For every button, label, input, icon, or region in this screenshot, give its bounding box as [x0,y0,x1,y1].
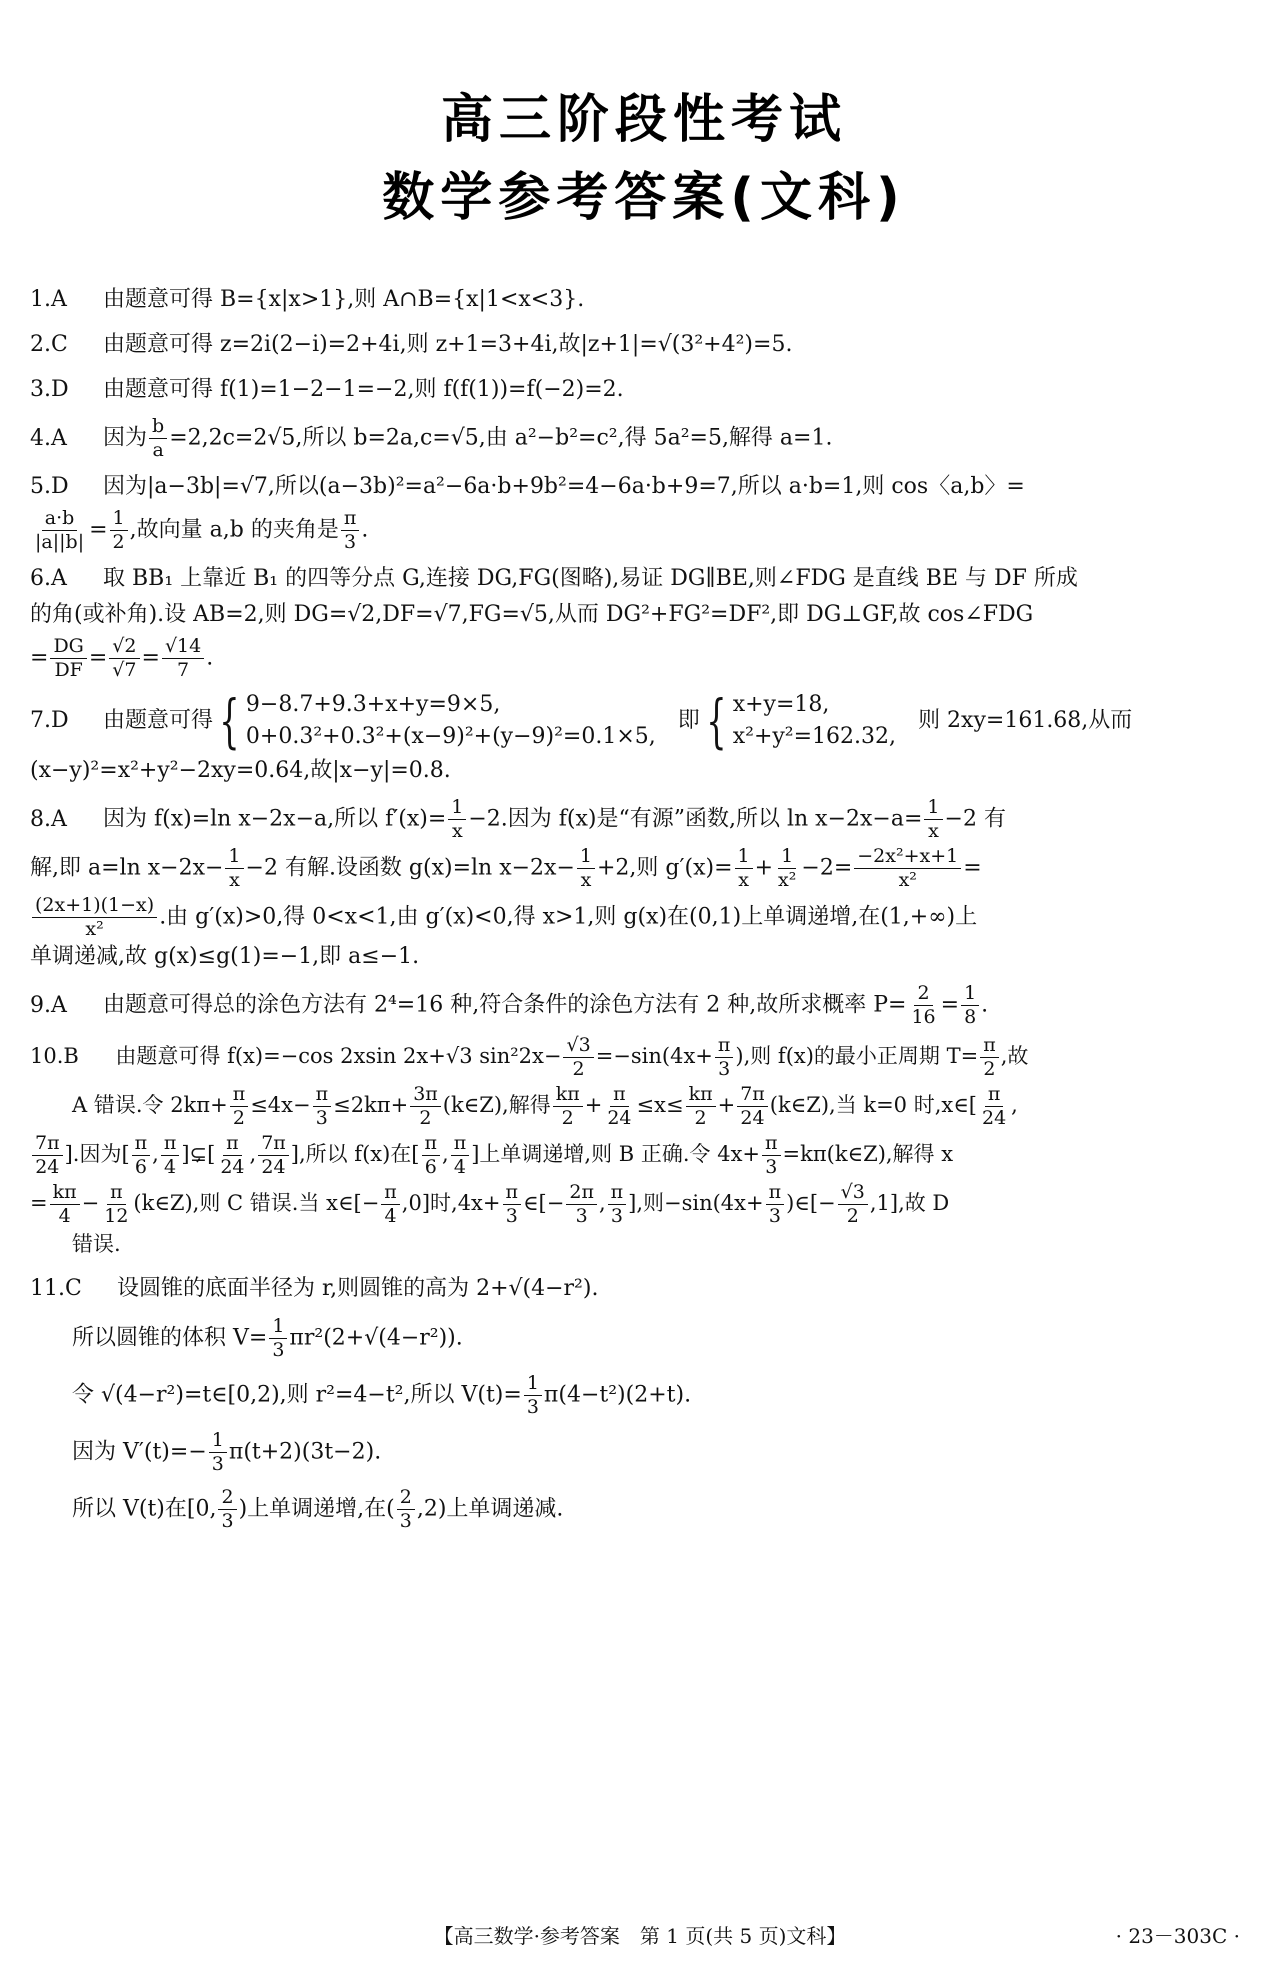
answer-item-5: 5.D 因为|a−3b|=√7,所以(a−3b)²=a²−6a·b+9b²=4−6a·b+9=7,所以 a·b=1,则 cos〈a,b〉= $\frac{a\cdot b}{|a||b|}$ = $\frac{1}{2}$ ,故向量 a,b 的夹角是 $\frac{\pi}{3}$ . [30,469,1258,552]
solution-text: 由题意可得 z=2i(2−i)=2+4i,则 z+1=3+4i,故|z+1|=√(3²+4²)=5. [103,332,793,357]
answer-item-1: 1.A 由题意可得 B={x|x>1},则 A∩B={x|1<x<3}. [30,282,1258,318]
answer-item-9: 9.A 由题意可得总的涂色方法有 2⁴=16 种,符合条件的涂色方法有 2 种,故所求概率 P= $\frac{2}{16}$ = $\frac{1}{8}$ . [30,982,989,1028]
page-footer [0,1920,1280,1954]
answer-item-10: 10.B 由题意可得 f(x)=−cos 2xsin 2x+√3 sin²2x− $\frac{√3}{2}$ =−sin(4x+ $\frac{\pi}{3}$ ),则 f(x)的最小正周期 T= $\frac{\pi}{2}$ ,故 A 错误.令 2kπ+ $\frac{\pi}{2}$ ≤4x− $\frac{\pi}{3}$ ≤2kπ+ $\frac{3\pi}{2}$ (k∈Z),解得 $\frac{k\pi}{2}$ + $\frac{\pi}{24}$ ≤x≤ $\frac{k\pi}{2}$ + $\frac{7\pi}{24}$ (k∈Z),当 k=0 时,x∈[ $\frac{\pi}{24}$ , $\frac{7\pi}{24}$ ].因为[ $\frac{\pi}{6}$ , $\frac{\pi}{4}$ ]⊊[ $\frac{\pi}{24}$ , $\frac{7\pi}{24}$ ],所以 f(x)在[ $\frac{\pi}{6}$ , $\frac{\pi}{4}$ ]上单调递增,则 B 正确.令 4x+ $\frac{\pi}{3}$ =kπ(k∈Z),解得 x = $\frac{k\pi}{4}$ − $\frac{\pi}{12}$ (k∈Z),则 C 错误.当 x∈[− $\frac{\pi}{4}$ ,0]时,4x+ $\frac{\pi}{3}$ ∈[− $\frac{2\pi}{3}$ , $\frac{\pi}{3}$ ],则−sin(4x+ $\frac{\pi}{3}$ )∈[− $\frac{√3}{2}$ ,1],故 D 错误. [30,1034,1029,1256]
page-title: 高三阶段性考试 [440,90,847,150]
solution-text: 由题意可得 B={x|x>1},则 A∩B={x|1<x<3}. [103,287,585,312]
solution-text: 由题意可得 f(1)=1−2−1=−2,则 f(f(1))=f(−2)=2. [103,377,624,402]
answer-choice: A [51,566,67,591]
fraction: $\frac{\pi}{3}$ [341,509,360,552]
answer-choice: A [51,806,67,832]
answer-item-11: 11.C 设圆锥的底面半径为 r,则圆锥的高为 2+√(4−r²). 所以圆锥的体积 V= $\frac{1}{3}$ πr²(2+√(4−r²)). 令 √(4−r²)=t∈[0,2),则 r²=4−t²,所以 V(t)= $\frac{1}{3}$ π(4−t²)(2+t). 因为 V′(t)=− $\frac{1}{3}$ π(t+2)(3t−2). 所以 V(t)在[0, $\frac{2}{3}$ )上单调递增,在( $\frac{2}{3}$ ,2)上单调递减. [30,1271,1258,1531]
fraction: $\frac{1}{2}$ [110,509,128,552]
answer-item-8: 8.A 因为 f(x)=ln x−2x−a,所以 f′(x)= $\frac{1}{x}$ −2.因为 f(x)是“有源”函数,所以 ln x−2x−a= $\frac{1}{x}$ −2 有 解,即 a=ln x−2x− $\frac{1}{x}$ −2 有解.设函数 g(x)=ln x−2x− $\frac{1}{x}$ +2,则 g′(x)= $\frac{1}{x}$ + $\frac{1}{\text{x²}}$ −2= $\frac{\text{−2x²+x+1}}{\text{x²}}$ = $\frac{(2x+1)(1-x)}{\text{x²}}$ .由 g′(x)>0,得 0<x<1,由 g′(x)<0,得 x>1,则 g(x)在(0,1)上单调递增,在(1,+∞)上 单调递减,故 g(x)≤g(1)=−1,即 a≤−1. [30,796,1006,969]
page-subtitle: 数学参考答案(文科) [382,168,906,228]
answer-choice: D [51,474,69,499]
answer-choice: C [65,1276,82,1301]
answer-choice: B [63,1044,79,1068]
header [30,0,1258,230]
answer-choice: A [51,992,67,1018]
fraction: $\frac{a\cdot b}{|a||b|}$ [35,507,85,553]
answer-choice: D [51,377,69,402]
answer-list [30,282,1258,1531]
fraction: $\frac{√14}{7}$ [162,637,204,680]
equation-system: { x+y=18, x²+y²=162.32, [706,687,897,755]
answer-choice: A [51,425,67,451]
answer-choice: C [51,332,68,357]
fraction: $\frac{√2}{√7}$ [109,637,139,680]
answer-choice: D [51,708,69,733]
answer-item-3: 3.D 由题意可得 f(1)=1−2−1=−2,则 f(f(1))=f(−2)=2. [30,372,1258,408]
fraction: $\frac{b}{a}$ [149,417,167,460]
answer-item-7: 7.D 由题意可得 { 9−8.7+9.3+x+y=9×5, 0+0.3²+0.3²+(x−9)²+(y−9)²=0.1×5, 即 { x+y=18, x²+y²=162.32, 则 2xy=161.68,从而 (x−y)²=x²+y²−2xy=0.64,故|x−y|=0.8. [30,687,1133,783]
answer-item-6: 6.A 取 BB₁ 上靠近 B₁ 的四等分点 G,连接 DG,FG(图略),易证 DG∥BE,则∠FDG 是直线 BE 与 DF 所成 的角(或补角).设 AB=2,则 DG=√2,DF=√7,FG=√5,从而 DG²+FG²=DF²,即 DG⊥GF,故 cos∠FDG = $\frac{DG}{DF}$ = $\frac{√2}{√7}$ = $\frac{√14}{7}$ . [30,561,1258,680]
fraction: $\frac{DG}{DF}$ [50,637,86,680]
answer-choice: A [51,287,67,312]
answer-item-4: 4.A 因为 $\frac{b}{a}$ =2,2c=2√5,所以 b=2a,c=√5,由 a²−b²=c²,得 5a²=5,解得 a=1. [30,415,833,461]
equation-system: { 9−8.7+9.3+x+y=9×5, 0+0.3²+0.3²+(x−9)²+(y−9)²=0.1×5, [219,687,656,755]
answer-item-2: 2.C 由题意可得 z=2i(2−i)=2+4i,则 z+1=3+4i,故|z+1|=√(3²+4²)=5. [30,327,1258,363]
footer-text: 【高三数学·参考答案 第 1 页(共 5 页)文科】 [433,1924,847,1948]
footer-code: · 23－303C · [1115,1924,1240,1948]
